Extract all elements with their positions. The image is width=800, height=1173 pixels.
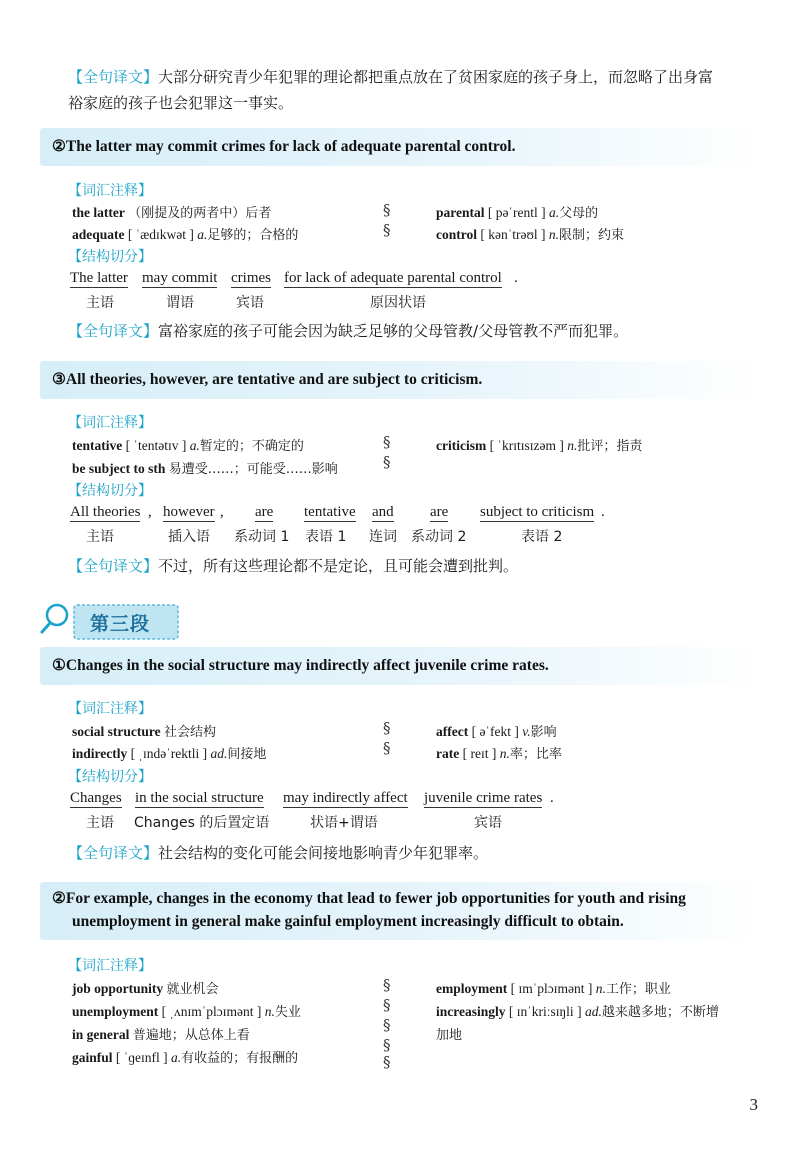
vocab-item	[72, 435, 304, 454]
vocab-item	[72, 1001, 301, 1020]
role-label: 连词	[369, 529, 397, 545]
translation-line-1: 大部分研究青少年犯罪的理论都把重点放在了贫困家庭的孩子身上，而忽略了出身富	[158, 68, 714, 86]
vocab-ipa: [ ɪmˈplɔɪmənt ]	[510, 981, 593, 996]
role-label: 系动词 2	[411, 529, 467, 545]
vocab-ipa: [ kənˈtrəʊl ]	[480, 227, 546, 242]
vocab-item	[436, 1001, 719, 1020]
segment: The latter	[70, 270, 128, 286]
vocab-label: 【词汇注释】	[68, 701, 152, 717]
vocab-continuation	[436, 1024, 462, 1043]
vocab-item	[72, 458, 338, 477]
segment: crimes	[231, 270, 271, 286]
translation-tag: 【全句译文】	[68, 322, 159, 340]
vocab-pos: n.	[548, 227, 560, 242]
structure-label: 【结构切分】	[68, 483, 152, 499]
role-label: 插入语	[168, 529, 210, 545]
vocab-word: rate	[436, 746, 460, 761]
period: .	[514, 270, 518, 286]
sentence-translation	[68, 553, 518, 579]
wave-divider-icon: §	[383, 719, 391, 737]
vocab-word: job opportunity	[72, 981, 164, 996]
vocab-item	[72, 743, 266, 762]
vocab-item	[72, 202, 271, 221]
vocab-label: 【词汇注释】	[68, 183, 152, 199]
vocab-item	[72, 1024, 250, 1043]
role-label: Changes 的后置定语	[134, 815, 270, 831]
vocab-item	[436, 435, 642, 454]
wave-divider-icon: §	[383, 221, 391, 239]
translation-line-2: 裕家庭的孩子也会犯罪这一事实。	[68, 94, 294, 112]
role-label: 状语+谓语	[310, 815, 378, 831]
section-title: 第三段	[90, 613, 151, 635]
wave-divider-icon: §	[383, 453, 391, 471]
wave-divider-icon: §	[383, 739, 391, 757]
vocab-word: in general	[72, 1027, 130, 1042]
vocab-pos: a.	[171, 1050, 182, 1065]
vocab-meaning: 父母的	[559, 206, 599, 221]
vocab-pos: n.	[264, 1004, 275, 1019]
vocab-word: tentative	[72, 438, 123, 453]
translation-text: 富裕家庭的孩子可能会因为缺乏足够的父母管教/父母管教不严而犯罪。	[158, 322, 629, 340]
segment: and	[372, 504, 394, 520]
wave-divider-icon: §	[383, 1036, 391, 1054]
vocab-meaning: 率；比率	[509, 747, 562, 762]
vocab-item	[72, 224, 298, 243]
vocab-meaning: 普遍地；从总体上看	[132, 1028, 250, 1043]
translation-tag: 【全句译文】	[68, 557, 159, 575]
vocab-meaning: 易遭受……；可能受……影响	[168, 462, 338, 477]
translation-tag: 【全句译文】	[68, 68, 159, 86]
segment: however	[163, 504, 215, 520]
vocab-meaning: 加地	[436, 1028, 463, 1043]
vocab-ipa: [ ˈɡeɪnfl ]	[115, 1050, 168, 1065]
vocab-word: social structure	[72, 724, 161, 739]
sentence-text-line-1: ②For example, changes in the economy that lead to fewer job opportunities for youth and rising	[52, 890, 686, 907]
structure-label: 【结构切分】	[68, 769, 152, 785]
segment: juvenile crime rates	[424, 790, 543, 806]
translation-text: 不过，所有这些理论都不是定论，且可能会遭到批判。	[158, 557, 519, 575]
section-heading	[40, 600, 200, 644]
vocab-word: employment	[436, 981, 508, 996]
vocab-word: the latter	[72, 205, 125, 220]
vocab-meaning: 越来越多地；不断增	[601, 1005, 719, 1020]
segment: in the social structure	[135, 790, 264, 806]
role-label: 原因状语	[370, 295, 426, 311]
vocab-pos: n.	[499, 746, 510, 761]
role-label: 宾语	[236, 295, 264, 311]
segment: subject to criticism	[480, 504, 595, 520]
sentence-text: ③All theories, however, are tentative and are subject to criticism.	[52, 371, 483, 388]
vocab-word: gainful	[72, 1050, 113, 1065]
sentence-text: ②The latter may commit crimes for lack of adequate parental control.	[52, 138, 516, 155]
comma: ,	[148, 504, 152, 520]
vocab-word: indirectly	[72, 746, 128, 761]
vocab-ipa: [ reɪt ]	[462, 746, 497, 761]
vocab-ipa: [ ˌɪndəˈrektli ]	[130, 746, 208, 761]
structure-label: 【结构切分】	[68, 249, 152, 265]
period: .	[601, 504, 605, 520]
role-label: 表语 1	[305, 529, 347, 545]
role-label: 表语 2	[521, 529, 563, 545]
segment: may commit	[142, 270, 218, 286]
vocab-meaning: 暂定的；不确定的	[199, 439, 304, 454]
wave-divider-icon: §	[383, 201, 391, 219]
vocab-word: criticism	[436, 438, 487, 453]
vocab-ipa: [ əˈfekt ]	[471, 724, 519, 739]
vocab-word: parental	[436, 205, 485, 220]
vocab-ipa: [ pəˈrentl ]	[487, 205, 546, 220]
vocab-meaning: （刚提及的两者中）后者	[128, 206, 272, 221]
vocab-pos: ad.	[584, 1004, 602, 1019]
role-label: 主语	[86, 529, 114, 545]
vocab-pos: a.	[189, 438, 200, 453]
vocab-ipa: [ ˈædɪkwət ]	[127, 227, 194, 242]
vocab-meaning: 足够的；合格的	[207, 228, 299, 243]
role-label: 谓语	[166, 295, 194, 311]
vocab-meaning: 批评；指责	[577, 439, 643, 454]
vocab-pos: ad.	[210, 746, 228, 761]
vocab-word: unemployment	[72, 1004, 159, 1019]
vocab-item	[436, 743, 562, 762]
vocab-meaning: 社会结构	[163, 725, 216, 740]
role-label: 主语	[86, 295, 114, 311]
vocab-label: 【词汇注释】	[68, 415, 152, 431]
vocab-item	[72, 721, 216, 740]
segment: are	[430, 504, 449, 520]
vocab-item	[436, 224, 624, 243]
segment: may indirectly affect	[283, 790, 408, 806]
vocab-item	[436, 978, 671, 997]
role-label: 系动词 1	[234, 529, 290, 545]
segment: for lack of adequate parental control	[284, 270, 502, 286]
role-label: 主语	[86, 815, 114, 831]
translation-text: 社会结构的变化可能会间接地影响青少年犯罪率。	[158, 844, 489, 862]
vocab-word: affect	[436, 724, 469, 739]
vocab-meaning: 有收益的；有报酬的	[181, 1051, 299, 1066]
segment: are	[255, 504, 274, 520]
vocab-item	[72, 978, 219, 997]
vocab-pos: n.	[595, 981, 606, 996]
vocab-pos: a.	[197, 227, 208, 242]
vocab-pos: a.	[548, 205, 560, 220]
segment: All theories	[70, 504, 141, 520]
vocab-label: 【词汇注释】	[68, 958, 152, 974]
vocab-meaning: 失业	[274, 1005, 301, 1020]
vocab-ipa: [ ˈkrɪtɪsɪzəm ]	[489, 438, 564, 453]
vocab-ipa: [ ˈtentətɪv ]	[125, 438, 187, 453]
segment: tentative	[304, 504, 356, 520]
sentence-translation	[68, 318, 628, 344]
vocab-word: control	[436, 227, 477, 242]
vocab-pos: v.	[522, 724, 531, 739]
vocab-pos: n.	[567, 438, 578, 453]
vocab-word: be subject to sth	[72, 461, 166, 476]
vocab-word: adequate	[72, 227, 125, 242]
top-translation	[68, 64, 758, 116]
period: .	[550, 790, 554, 806]
role-label: 宾语	[474, 815, 502, 831]
wave-divider-icon: §	[383, 996, 391, 1014]
vocab-ipa: [ ɪnˈkriːsɪŋli ]	[508, 1004, 582, 1019]
vocab-meaning: 限制；约束	[559, 228, 625, 243]
vocab-meaning: 就业机会	[166, 982, 219, 997]
sentence-text-line-2: unemployment in general make gainful employment increasingly difficult to obtain.	[72, 913, 624, 930]
comma: ,	[220, 504, 224, 520]
page-number: 3	[749, 1095, 758, 1114]
vocab-item	[436, 721, 557, 740]
wave-divider-icon: §	[383, 1016, 391, 1034]
wave-divider-icon: §	[383, 433, 391, 451]
vocab-ipa: [ ˌʌnɪmˈplɔɪmənt ]	[161, 1004, 262, 1019]
vocab-item	[72, 1047, 298, 1066]
wave-divider-icon: §	[383, 1053, 391, 1071]
translation-tag: 【全句译文】	[68, 844, 159, 862]
vocab-word: increasingly	[436, 1004, 506, 1019]
vocab-meaning: 影响	[530, 725, 557, 740]
segment: Changes	[70, 790, 122, 806]
sentence-text: ①Changes in the social structure may indirectly affect juvenile crime rates.	[52, 657, 549, 674]
sentence-translation	[68, 840, 488, 866]
vocab-meaning: 间接地	[227, 747, 267, 762]
vocab-meaning: 工作；职业	[605, 982, 671, 997]
vocab-item	[436, 202, 598, 221]
wave-divider-icon: §	[383, 976, 391, 994]
